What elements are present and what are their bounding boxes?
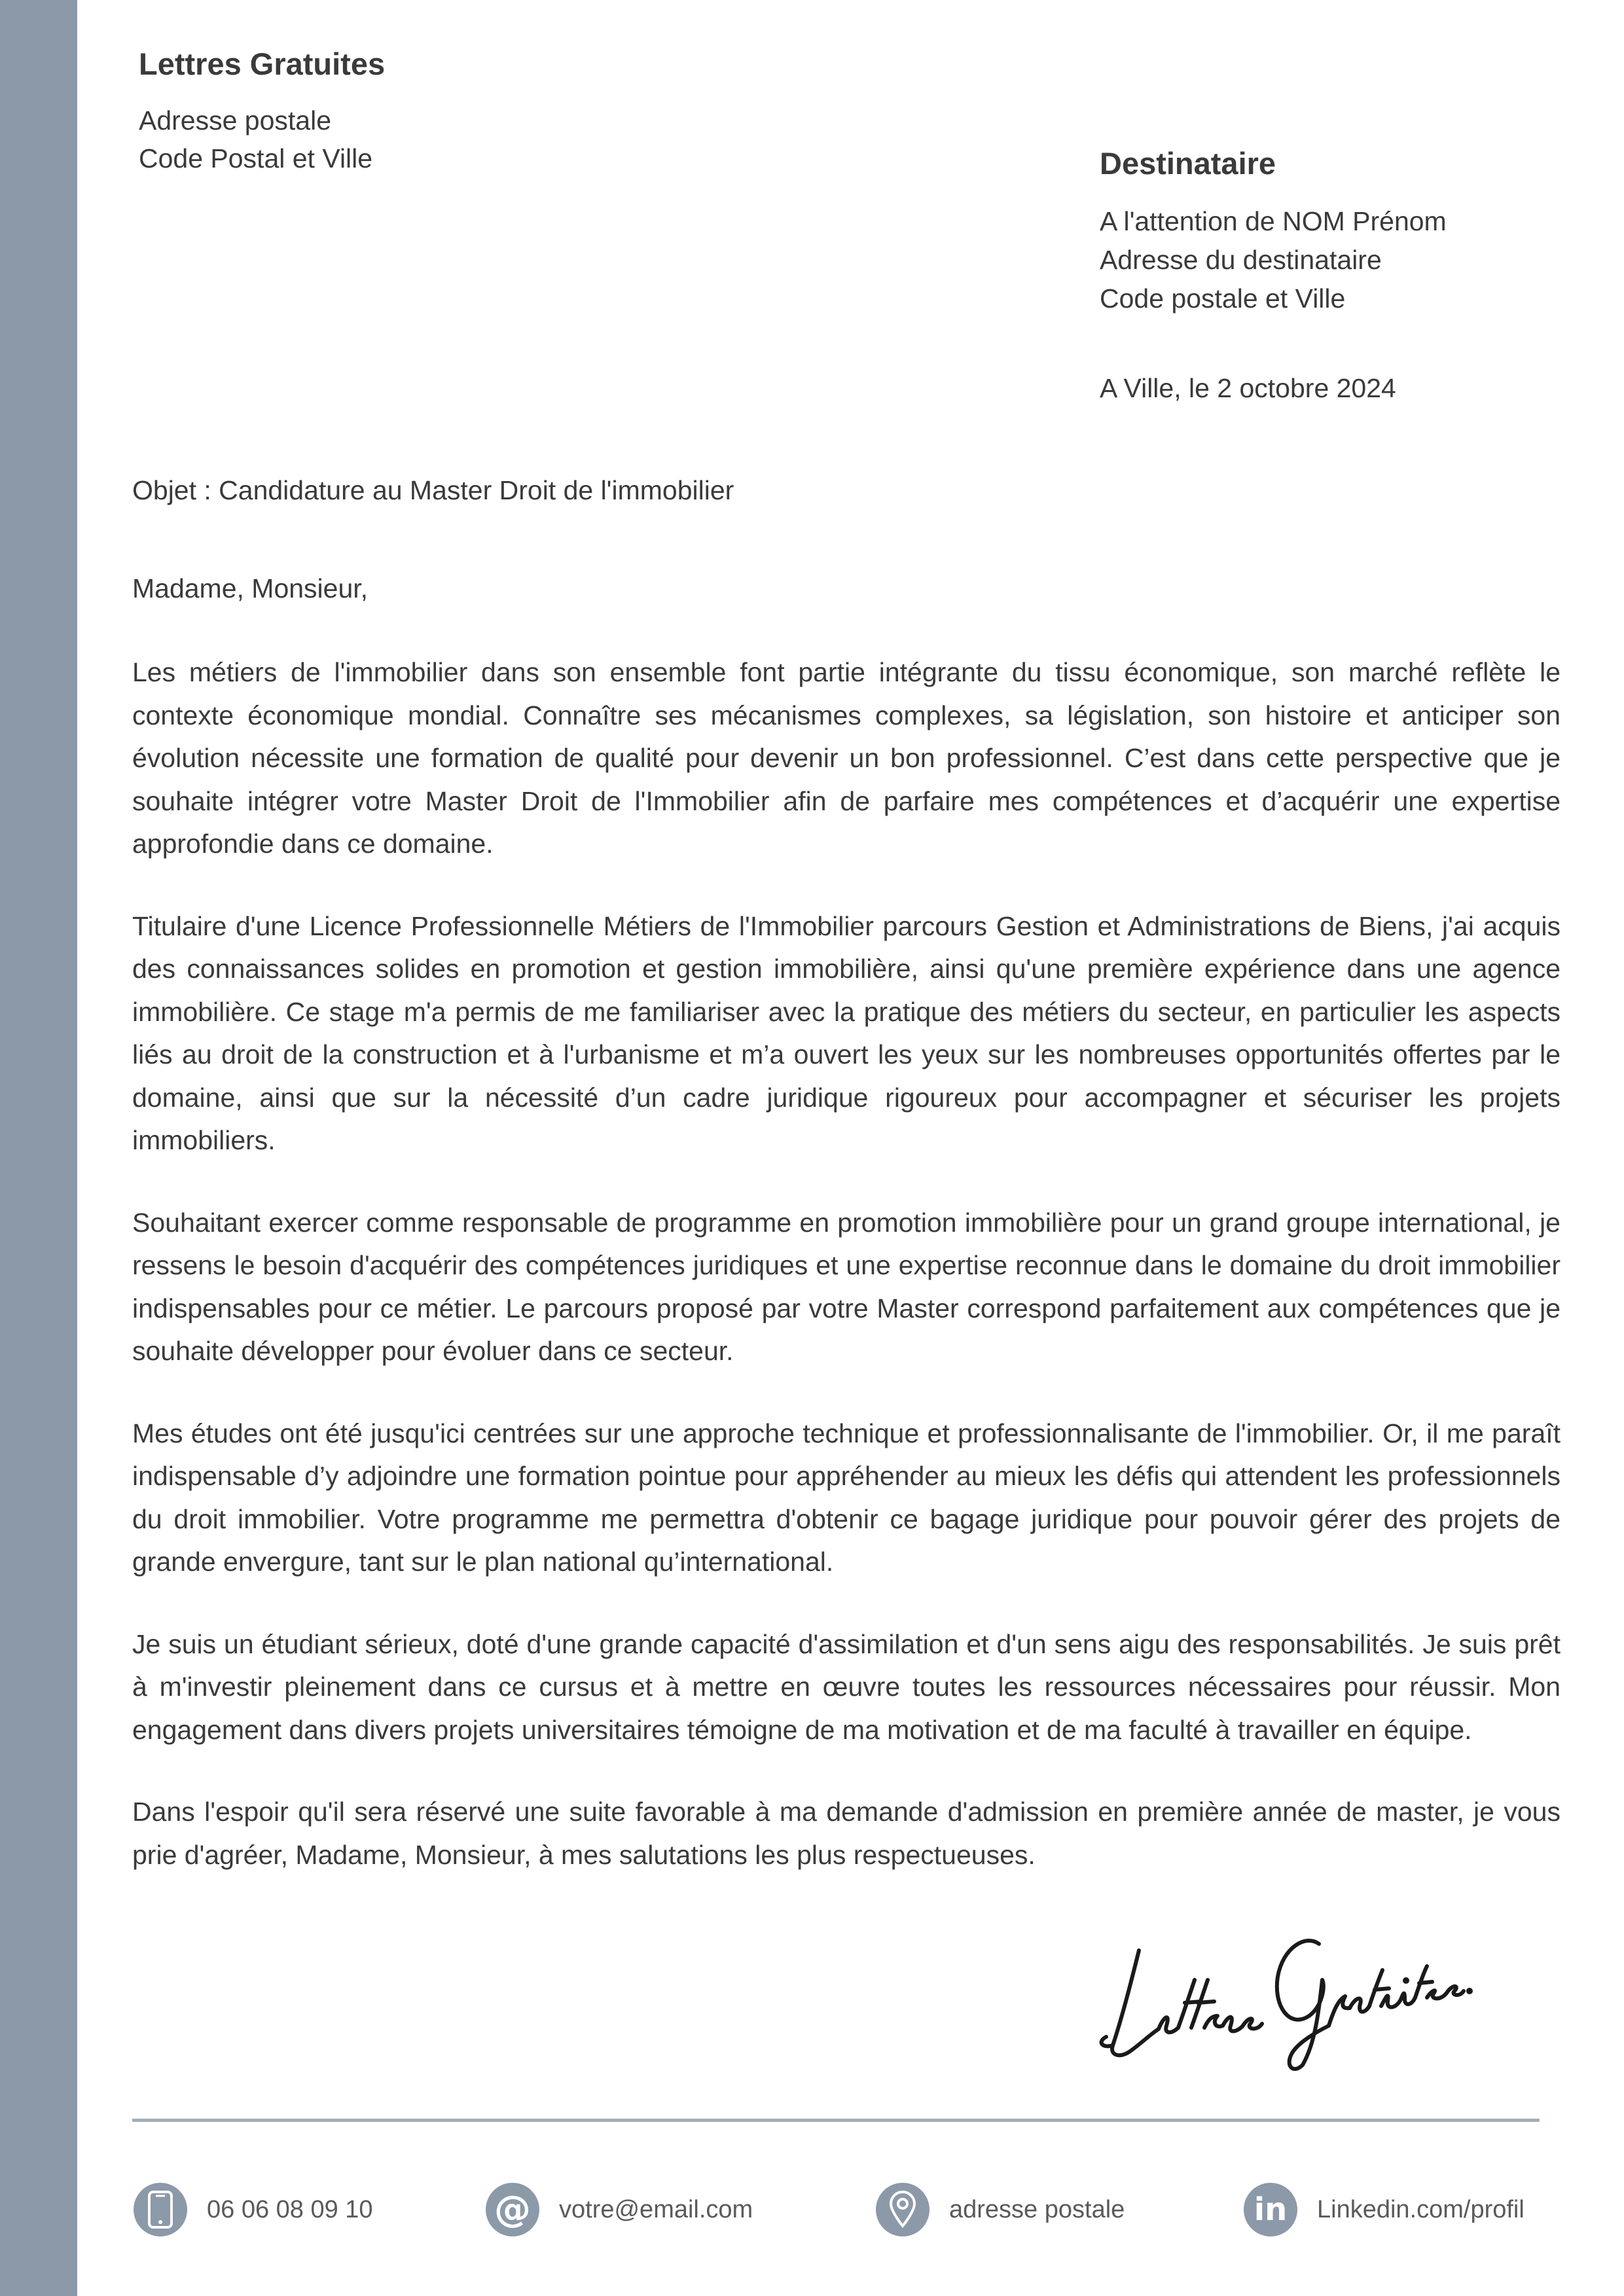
paragraph-1: Les métiers de l'immobilier dans son ensemble font partie intégrante du tissu économique, son marché reflète le contexte économique mondial. Connaître ses mécanismes complexes, sa législation, son histoire et anticiper son évolution nécessite une formation de qualité pour devenir un bon professionnel. C’est dans cette perspective que je souhaite intégrer votre Master Droit de l'Immobilier afin de parfaire mes compétences et d’acquérir une expertise approfondie dans ce domaine. bbox=[132, 657, 1561, 859]
letter-subject: Objet : Candidature au Master Droit de l'immobilier bbox=[132, 475, 734, 505]
sender-name: Lettres Gratuites bbox=[139, 46, 386, 81]
signature bbox=[1093, 1918, 1473, 2075]
phone-icon bbox=[134, 2183, 187, 2236]
letter-date: A Ville, le 2 octobre 2024 bbox=[1100, 373, 1396, 403]
location-icon bbox=[876, 2183, 929, 2236]
letter-greeting: Madame, Monsieur, bbox=[132, 573, 369, 603]
letter-body bbox=[132, 651, 1561, 1916]
footer-linkedin-text: Linkedin.com/profil bbox=[1317, 2195, 1525, 2223]
footer-phone-text: 06 06 08 09 10 bbox=[207, 2195, 373, 2223]
footer-linkedin bbox=[1244, 2183, 1525, 2236]
recipient-city: Code postale et Ville bbox=[1100, 283, 1346, 314]
recipient-title: Destinataire bbox=[1100, 146, 1276, 181]
sender-city: Code Postal et Ville bbox=[139, 143, 373, 173]
paragraph-3: Souhaitant exercer comme responsable de programme en promotion immobilière pour un grand groupe international, je ressens le besoin d'acquérir des compétences juridiques et une expertise reconnue dans le domaine du droit immobilier indispensables pour ce métier. Le parcours proposé par votre Master correspond parfaitement aux compétences que je souhaite développer pour évoluer dans ce secteur. bbox=[132, 1207, 1561, 1366]
side-bar bbox=[0, 0, 77, 2296]
footer-email-text: votre@email.com bbox=[559, 2195, 753, 2223]
sender-block bbox=[139, 46, 385, 177]
footer-divider bbox=[132, 2119, 1540, 2122]
recipient-attention: A l'attention de NOM Prénom bbox=[1100, 206, 1447, 236]
sender-address: Adresse postale bbox=[139, 105, 332, 135]
paragraph-2: Titulaire d'une Licence Professionnelle Métiers de l'Immobilier parcours Gestion et Administrations de Biens, j'ai acquis des connaissances solides en promotion et gestion immobilière, ainsi qu'une première expérience dans une agence immobilière. Ce stage m'a permis de me familiariser avec la pratique des métiers du secteur, en particulier les aspects liés au droit de la construction et à l'urbanisme et m’a ouvert les yeux sur les nombreuses opportunités offertes par le domaine, ainsi que sur la nécessité d’un cadre juridique rigoureux pour accompagner et sécuriser les projets immobiliers. bbox=[132, 910, 1561, 1155]
recipient-address: Adresse du destinataire bbox=[1100, 245, 1382, 275]
footer-email bbox=[486, 2183, 753, 2236]
paragraph-6: Dans l'espoir qu'il sera réservé une suite favorable à ma demande d'admission en première année de master, je vous prie d'agréer, Madame, Monsieur, à mes salutations les plus respectueuses. bbox=[132, 1797, 1561, 1870]
linkedin-icon: in bbox=[1244, 2183, 1297, 2236]
recipient-block bbox=[1100, 145, 1447, 318]
paragraph-5: Je suis un étudiant sérieux, doté d'une grande capacité d'assimilation et d'un sens aigu des responsabilités. Je suis prêt à m'investir pleinement dans ce cursus et à mettre en œuvre toutes les ressources nécessaires pour réussir. Mon engagement dans divers projets universitaires témoigne de ma motivation et de ma faculté à travailler en équipe. bbox=[132, 1628, 1561, 1745]
footer-address bbox=[876, 2183, 1125, 2236]
footer-phone bbox=[134, 2183, 373, 2236]
footer-address-text: adresse postale bbox=[949, 2195, 1125, 2223]
email-icon: @ bbox=[486, 2183, 539, 2236]
paragraph-4: Mes études ont été jusqu'ici centrées sur une approche technique et professionnalisante de l'immobilier. Or, il me paraît indispensable d’y adjoindre une formation pointue pour appréhender au mieux les défis qui attendent les professionnels du droit immobilier. Votre programme me permettra d'obtenir ce bagage juridique pour pouvoir gérer des projets de grande envergure, tant sur le plan national qu’international. bbox=[132, 1418, 1561, 1577]
